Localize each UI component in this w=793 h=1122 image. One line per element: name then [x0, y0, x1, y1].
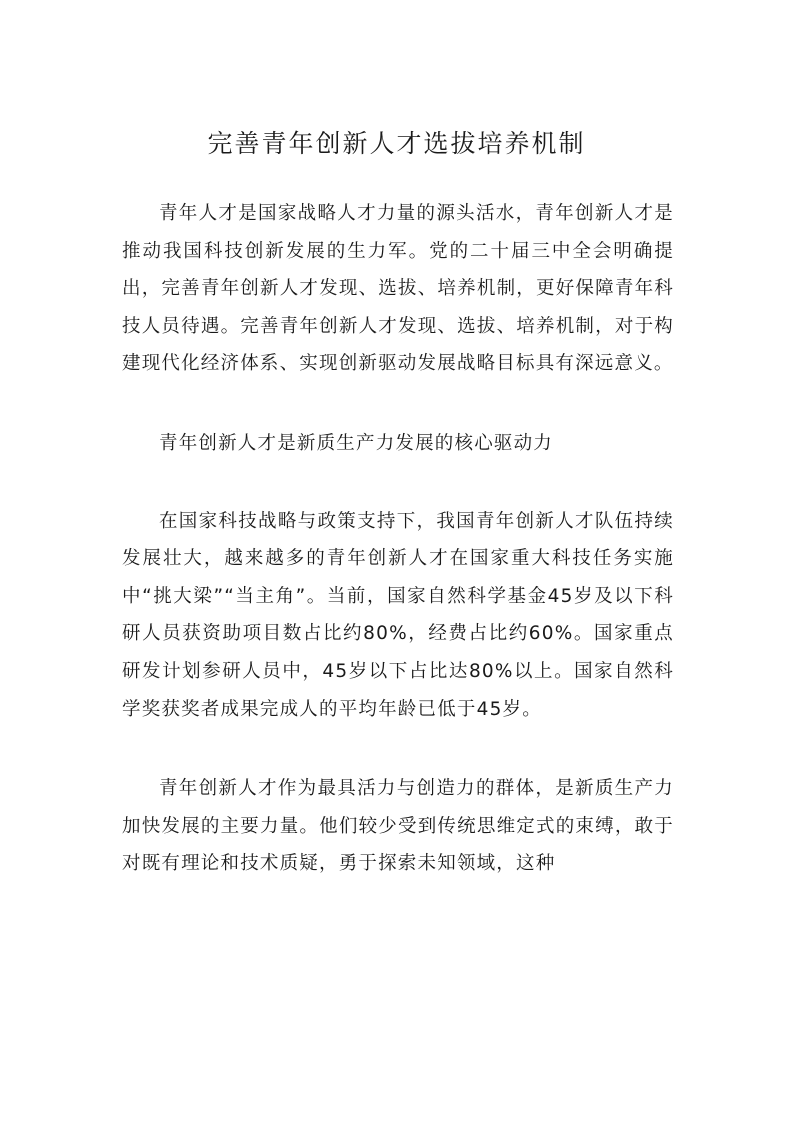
paragraph-statistics: 在国家科技战略与政策支持下，我国青年创新人才队伍持续发展壮大，越来越多的青年创新人才在国家重大科技任务实施中“挑大梁”“当主角”。当前，国家自然科学基金45岁及以下科研人员获资助项目数占比约80%，经费占比约60%。国家重点研发计划参研人员中，45岁以下占比达80%以上。国家自然科学奖获奖者成果完成人的平均年龄已低于45岁。 — [122, 510, 674, 720]
paragraph-intro: 青年人才是国家战略人才力量的源头活水，青年创新人才是推动我国科技创新发展的生力军。党的二十届三中全会明确提出，完善青年创新人才发现、选拔、培养机制，更好保障青年科技人员待遇。完善青年创新人才发现、选拔、培养机制，对于构建现代化经济体系、实现创新驱动发展战略目标具有深远意义。 — [122, 203, 674, 375]
paragraph-spacer — [122, 463, 674, 503]
document-title: 完善青年创新人才选拔培养机制 — [207, 129, 586, 158]
section-heading: 青年创新人才是新质生产力发展的核心驱动力 — [159, 432, 554, 454]
paragraph-spacer — [122, 383, 674, 425]
paragraph-continuation: 青年创新人才作为最具活力与创造力的群体，是新质生产力加快发展的主要力量。他们较少受到传统思维定式的束缚，敢于对既有理论和技术质疑，勇于探索未知领域，这种 — [122, 778, 674, 875]
paragraph-spacer — [122, 728, 674, 770]
document-body — [122, 195, 674, 883]
